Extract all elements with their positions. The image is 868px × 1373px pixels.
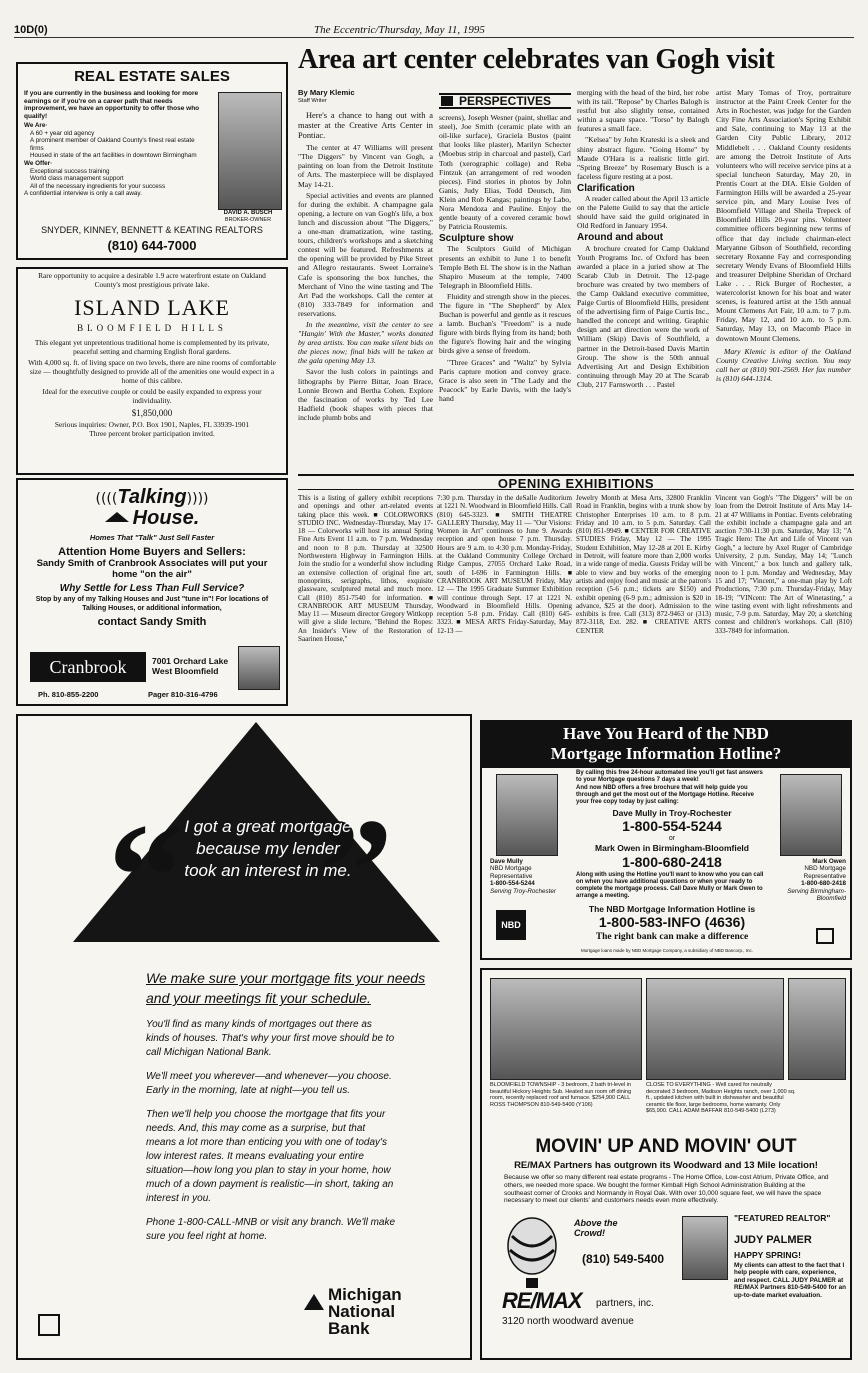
hot-air-balloon-icon bbox=[502, 1216, 562, 1296]
cranbrook-name: Cranbrook bbox=[49, 657, 127, 677]
newspaper-title: The Eccentric/Thursday, May 11, 1995 bbox=[314, 24, 485, 36]
article-paragraph: merging with the head of the bird, her robe with its tail. "Repose" by Charles Balogh is restful but also slightly tense, contained within a square space. "Torso" by Balogh features a small face. bbox=[577, 88, 709, 134]
ad-heading-1: We make sure your mortgage fits your needs bbox=[146, 970, 426, 986]
are-item: A prominent member of Oakland County's finest real estate firms bbox=[30, 137, 195, 152]
nbd-slogan: The right bank can make a difference bbox=[595, 932, 749, 942]
island-price: $1,850,000 bbox=[131, 408, 173, 419]
agent-photo bbox=[788, 978, 846, 1080]
nbd-along: Along with using the Hotline you'll want to know who you can call on when you have additional questions or when your ready to complete the mortgage process. Call Dave Mully or Mark Owen to arrange a meeting. bbox=[576, 872, 764, 899]
nbd-fine-print: Mortgage loans made by NBD Mortgage Company, a subsidiary of NBD Bancorp., Inc. bbox=[581, 948, 753, 953]
island-paragraph: With 4,000 sq. ft. of living space on two levels, there are nine rooms of comfortable size — thoughtfully designed to provide all of the amenities one would expect in a home of this calibre. bbox=[28, 358, 276, 385]
logo-talking: Talking bbox=[117, 486, 187, 508]
realtor-pitch: My clients can attest to the fact that I help people with care, experience, and respect. CALL JUDY PALMER at RE/MAX Partners 810-549-5400 for an up-to-date market evaluation. bbox=[734, 1262, 846, 1299]
dave-title: NBD Mortgage Representative bbox=[490, 865, 533, 880]
equal-housing-icon bbox=[816, 928, 834, 944]
ad-quote: I got a great mortgage because my lender took an interest in me. bbox=[184, 817, 352, 880]
ad-details bbox=[24, 122, 210, 198]
island-subtitle: BLOOMFIELD HILLS bbox=[77, 323, 227, 334]
or-label: or bbox=[668, 835, 676, 842]
listing-2-text: CLOSE TO EVERYTHING - Well cared for neutrally decorated 3 bedroom, Madison Heights ranch, over 1,000 sq. ft., updated kitchen with built in dishwasher and beautiful ceramic tile floor, large bedrooms, home warranty. Only $65,900. CALL ADAM BAFFAR 810-549-5400 (L273) bbox=[646, 1082, 796, 1115]
nbd-mortgage-ad bbox=[480, 720, 852, 960]
realtor-name: JUDY PALMER bbox=[734, 1234, 812, 1246]
talking-attention: Attention Home Buyers and Sellers: bbox=[58, 546, 246, 558]
remax-ad bbox=[480, 968, 852, 1360]
broker-photo bbox=[218, 92, 282, 210]
bank-name-line: Bank bbox=[328, 1319, 370, 1338]
remax-address: 3120 north woodward avenue bbox=[502, 1316, 634, 1327]
island-lake-ad bbox=[16, 267, 288, 475]
page-header bbox=[14, 22, 854, 38]
broker-name: DAVID A. BUSCH bbox=[223, 210, 273, 216]
offer-item: All of the necessary ingredients for your success bbox=[30, 182, 166, 190]
we-are-label: We Are· bbox=[24, 122, 48, 129]
talking-house-ad bbox=[16, 478, 288, 706]
dave-name: Dave Mully bbox=[490, 858, 523, 865]
talking-contact: contact Sandy Smith bbox=[97, 616, 207, 628]
bank-logo-mark bbox=[304, 1294, 324, 1310]
perspectives-label: PERSPECTIVES bbox=[459, 94, 552, 108]
listing-photo-1 bbox=[490, 978, 642, 1080]
ad-body bbox=[146, 1018, 396, 1244]
talking-why: Why Settle for Less Than Full Service? bbox=[59, 583, 245, 594]
cranbrook-pager: Pager 810-316-4796 bbox=[148, 690, 218, 699]
remax-headline: MOVIN' UP AND MOVIN' OUT bbox=[535, 1136, 797, 1157]
remax-partners: partners, inc. bbox=[596, 1298, 654, 1309]
article-paragraph: Savor the lush colors in paintings and lithographs by Pierre Bittar, Joan Brace, Lonnie Brown and Bertha Cohen. Explore the fascination of works by Ted Lee Hadfield (book shapes with pieces that include plumb bobs and bbox=[298, 367, 433, 422]
featured-label: "FEATURED REALTOR" bbox=[734, 1213, 831, 1223]
article-paragraph: Fluidity and strength show in the pieces. The figure in "The Shepherd" by Alex Buchan is powerful and gentle as it rescues a lamb. Buchan's "Freedom" is a nude figure with birds flying from its hand; both the figure's flowing hair and the winging birds give a sense of freedom. bbox=[439, 291, 571, 356]
perspectives-banner bbox=[439, 93, 571, 109]
ad-paragraph: You'll find as many kinds of mortgages out there as kinds of houses. That's why your first move should be to call Michigan National Bank. bbox=[146, 1019, 395, 1058]
nbd-title-line: Mortgage Information Hotline? bbox=[550, 744, 782, 763]
michigan-national-ad bbox=[16, 714, 472, 1360]
exhibitions-column: 7:30 p.m. Thursday in the deSalle Auditorium at 1221 N. Woodward in Bloomfield Hills. Call (810) 645-3323. ■ SMITH THEATRE GALLERY Thursday, May 11 — "Our Visions: Women in Art" continues to June 9. Awards reception and open house 7 p.m. Thursday. Hours are 9 a.m. to 4:30 p.m. Monday-Friday, at the Oakland Community College Orchard Ridge Campus, 27055 Orchard Lake Road, south of I-696 in Farmington Hills. ■ CRANBROOK ART MUSEUM Friday, May 12 — The 1995 Graduate Summer Exhibition will continue through Sept. 17 at 1221 N. Woodward in Bloomfield Hills. Opening reception 5-8 p.m. Friday. Call (810) 645-3323. ■ MESA ARTS Friday-Saturday, May 12-13 — bbox=[437, 494, 572, 635]
exhibitions-column: Jewelry Month at Mesa Arts, 32800 Franklin Road in Franklin, begins with a trunk show by Christopher Enterprises 10 a.m. to 8 p.m. Friday and 10 a.m. to 5 p.m. Saturday. Call (810) 851-9949. ■ CENTER FOR CREATIVE STUDIES Friday, May 12 — The 1995 Student Exhibition, May 12-28 at 201 E. Kirby in Detroit, will feature more than 2,000 works in a wide range of media. Guests Friday will be able to view and buy works of the emerging artists and enjoy food and music at the patron's reception (5-6 p.m.; tickets are $150) and exhibit opening (6-9 p.m.; admission is $20 in advance, $25 at the door). Admission to the exhibits is free. Call (313) 872-9463 or (313) 872-3118, Ext. 282. ■ CREATIVE ARTS CENTER bbox=[576, 494, 711, 635]
island-title: ISLAND LAKE bbox=[74, 295, 230, 321]
article-paragraph: "Kelsea" by John Krateski is a sleek and shiny abstract figure. "Going Home" by Maude O'Hara is a realistic little girl. "Spring Breeze" by Rosemary Busch is a faceless figure resting at a post. bbox=[577, 135, 709, 181]
talking-house-logo bbox=[18, 486, 286, 509]
are-item: A 60 + year old agency bbox=[30, 129, 95, 137]
happy-spring: HAPPY SPRING! bbox=[734, 1250, 801, 1260]
hotline-label: The NBD Mortgage Information Hotline is bbox=[588, 904, 756, 914]
article-paragraph: screens), Joseph Wesner (paint, shellac and steel), Joe Smith (ceramic plate with an oil-like surface), Graciela Bustos (paint that looks like plaster), Marilyn Schecter (Moebus strip in charcoal and pastel), Carl Toth (xerographic collage) and Reba Fintzuk (an arrangement of red wooden pieces). Find stories in photos by John Ganis, Judy Elias, Todd Deutsch, Jim Klein and Rob Kangas; paintings by Labo, Nora Mendoza and Pauline. Enjoy the gentle beauty of a covered ceramic bowl by Patricia Roustemis. bbox=[439, 113, 571, 232]
sculpture-heading: Sculpture show bbox=[439, 233, 514, 245]
we-offer-label: We Offer· bbox=[24, 159, 53, 167]
house-icon bbox=[105, 512, 129, 522]
are-item: Housed in state of the art facilities in downtown Birmingham bbox=[30, 152, 197, 160]
open-quote-mark: “ bbox=[108, 793, 183, 959]
mark-number: 1-800-680-2418 bbox=[801, 880, 846, 888]
firm-phone: (810) 644-7000 bbox=[107, 238, 197, 253]
article-paragraph: The center at 47 Williams will present "The Diggers" by Vincent van Gogh, a painting on loan from the Detroit Institute of Arts. The masterpiece will be displayed May 14-21. bbox=[298, 143, 433, 189]
dave-number: 1-800-554-5244 bbox=[490, 880, 535, 888]
cranbrook-logo bbox=[30, 652, 146, 682]
confidential-note: A confidential interview is only a call away. bbox=[24, 190, 142, 198]
nbd-logo bbox=[496, 910, 526, 940]
article-paragraph: "Three Graces" and "Waltz" by Sylvia Paris capture motion and convey grace. Grace is also seen in "The Lady and the Peacock" by Earle Davis, with the lady's hand bbox=[439, 357, 571, 403]
remax-body: Because we offer so many different real estate programs - The Home Office, Low-cost Atrium, Private Office, and others, we needed more space. We bought the former Kimball High School Administration Building at the southeast corner of Crooks and Normandy in Royal Oak. With over 10,000 square feet, we will have the space necessary to meet our clients' and customers needs even more effectively. bbox=[504, 1174, 829, 1205]
nbd-intro: By calling this free 24-hour automated line you'll get fast answers to your Mortgage questions 7 days a week! bbox=[576, 770, 763, 783]
mark-name: Mark Owen bbox=[812, 858, 846, 865]
real-estate-sales-ad bbox=[16, 62, 288, 260]
nbd-title-line: Have You Heard of the NBD bbox=[563, 724, 769, 743]
mark-phone: 1-800-680-2418 bbox=[622, 854, 722, 870]
dave-mully-photo bbox=[496, 774, 558, 856]
bank-name-line: Michigan bbox=[328, 1285, 402, 1304]
mark-area: Serving Birmingham-Bloomfield bbox=[787, 887, 846, 903]
mark-line: Mark Owen in Birmingham-Bloomfield bbox=[595, 843, 749, 853]
island-paragraph: Ideal for the executive couple or could be easily expanded to express your individuality. bbox=[42, 387, 262, 405]
article-paragraph: A reader called about the April 13 article on the Palette Guild to say that the article should have said the guild originated in Old Redford in January 1954. bbox=[577, 194, 709, 231]
ad-intro: If you are currently in the business and looking for more earnings or if you're on a career path that needs improvement, we have an opportunity to offer those who qualify! bbox=[24, 90, 200, 120]
cranbrook-address-2: West Bloomfield bbox=[152, 666, 219, 676]
ad-paragraph: Then we'll help you choose the mortgage that fits your needs. And, this may come as a surprise, but that means a lot more than enticing you with one of today's low interest rates. It means evaluating your entire situation—how long you plan to stay in your home, how much of a down payment is realistic—in short, taking an interest in you. bbox=[146, 1109, 394, 1204]
article-column-1 bbox=[298, 88, 433, 478]
dave-line: Dave Mully in Troy-Rochester bbox=[612, 808, 732, 818]
bank-name bbox=[328, 1286, 402, 1337]
exhibitions-column: This is a listing of gallery exhibit receptions and openings and other art-related events taking place this week. ■ COLORWORKS STUDIO INC. Wednesday-Thursday, May 17-18 — Colorworks will host its annual Spring Fine Arts Event 11 a.m. to 7 p.m. Wednesday and noon to 8 p.m. Thursday at 32500 Northwestern Highway in Farmington Hills. Join the studio for a wonderful show including an extensive collection of original fine art, monoprints, serigraphs, lithos, exquisite glassware, sculptured metal and much more. Call (810) 851-7540 for information. ■ CRANBROOK ART MUSEUM Thursday, May 11 — Museum director Gregory Wittkopp will give a slide lecture, "Behind the Ropes: An Insider's View of the Restoration of Saarinen House," bbox=[298, 494, 433, 644]
island-intro: Rare opportunity to acquire a desirable 1.9 acre waterfront estate on Oakland County's most prestigious private lake. bbox=[38, 271, 266, 289]
article-column-3 bbox=[577, 88, 709, 478]
ad-title: REAL ESTATE SALES bbox=[74, 68, 230, 85]
article-column-2 bbox=[439, 93, 571, 478]
nbd-intro-2: And now NBD offers a free brochure that will help guide you through and get the most out of the Mortgage Hotline. Receive your free copy today by just calling: bbox=[576, 785, 755, 805]
bank-name-line: National bbox=[328, 1302, 396, 1321]
dave-area: Serving Troy-Rochester bbox=[490, 887, 557, 895]
remax-brand: RE/MAX bbox=[502, 1288, 582, 1313]
firm-name: SNYDER, KINNEY, BENNETT & KEATING REALTORS bbox=[41, 225, 263, 235]
article-paragraph: In the meantime, visit the center to see "Hangin' With the Master," works donated by area artists. You can make silent bids on the pieces now; final bids will be taken at the gala opening May 13. bbox=[298, 319, 433, 366]
offer-item: World class management support bbox=[30, 175, 124, 183]
sandy-smith-photo bbox=[238, 646, 280, 690]
remax-subhead: RE/MAX Partners has outgrown its Woodward and 13 Mile location! bbox=[514, 1160, 818, 1171]
article-headline: Area art center celebrates van Gogh visit bbox=[298, 44, 775, 75]
judy-palmer-photo bbox=[682, 1216, 728, 1280]
cranbrook-address-1: 7001 Orchard Lake bbox=[152, 656, 229, 666]
broker-title: BROKER-OWNER bbox=[224, 217, 272, 223]
hotline-number: 1-800-583-INFO (4636) bbox=[598, 914, 746, 930]
logo-house-row bbox=[18, 507, 286, 530]
talking-tagline: Homes That "Talk" Just Sell Faster bbox=[89, 533, 215, 542]
ad-heading-2: and your meetings fit your schedule. bbox=[146, 990, 371, 1006]
island-paragraph: This elegant yet unpretentious traditional home is complemented by its private, peaceful setting and charming English floral gardens. bbox=[34, 338, 270, 356]
close-quote-mark: ” bbox=[318, 788, 393, 954]
editor-note: Mary Klemic is editor of the Oakland County Creative Living section. You may call her at (810) 901-2569. Her fax number is (810) 644-1314. bbox=[716, 346, 851, 383]
mark-title: NBD Mortgage Representative bbox=[803, 865, 846, 880]
article-paragraph: Here's a chance to hang out with a master at the Creative Arts Center in Pontiac. bbox=[298, 111, 433, 141]
ad-paragraph: We'll meet you wherever—and whenever—you choose. Early in the morning, late at night—you tell us. bbox=[146, 1071, 392, 1096]
cranbrook-phone: Ph. 810-855-2200 bbox=[38, 690, 99, 699]
mark-owen-photo bbox=[780, 774, 842, 856]
island-contact: Serious inquiries: Owner, P.O. Box 1901, Naples, FL 33939-1901 bbox=[54, 420, 250, 430]
logo-house: House. bbox=[132, 507, 200, 529]
equal-housing-icon bbox=[38, 1314, 60, 1336]
byline: By Mary Klemic bbox=[298, 88, 355, 97]
talking-sandy: Sandy Smith of Cranbrook Associates will put your home "on the air" bbox=[36, 558, 268, 580]
article-paragraph: artist Mary Tomas of Troy, portraiture instructor at the Paint Creek Center for the Arts in Rochester, was judge for the Garden City Fine Arts Association's Spring Exhibit and Sale, continuing to May 13 at the Garden City Public Library, 2012 Middlebelt . . . Oakland County residents are among the Detroit Institute of Arts volunteers who will receive service pins at a special luncheon Saturday, May 20, in Prentis Court at the DIA. Elsie Golden of Farmington Hills will be awarded a 25-year service pin, and Mary Louise Ives of Bloomfield Village and Sheila Trepeck of Bloomfield Hills 20-year pins. Volunteer committee officers beginning new terms of office that day include chairman-elect Maryanne Gibson of Southfield, recording secretary Roxanne Fay and corresponding secretary Wendy Evans of Bloomfield Hills and treasurer Delphine Sheridan of Orchard Lake . . . Rick Burger of Rochester, a watercolorist known for his boat and water scenes, is featured artist at the 15th annual Mount Clemens Art Fair, 10 a.m. to 7 p.m. Friday, May 12, and 10 a.m. to 5 p.m. Saturday, May 13, on Macomb Place in downtown Mount Clemens. bbox=[716, 88, 851, 343]
nbd-title-banner bbox=[482, 722, 850, 768]
listing-photo-2 bbox=[646, 978, 784, 1080]
exhibitions-column: Vincent van Gogh's "The Diggers" will be on loan from the Detroit Institute of Arts May 14-21 at 47 Williams in Pontiac. Events celebrating the exhibit include a champagne gala and art auction 7:30-11:30 p.m. Saturday, May 13; "A Tragic Hero: The Art and Life of Vincent van Gogh," a lecture by Axel Ruger of Cambridge University, 2 p.m. Sunday, May 14; "Lunch with Vincent," a box lunch and gallery talk, noon to 1 p.m. Monday and Wednesday, May 15 and 17; "Vincent," a one-man play by Loft Productions, 7:30 p.m. Thursday-Friday, May 18-19; "VINcent: The Art of Winetasting," a wine tasting event with light refreshments and music, 7-9 p.m. Saturday, May 20; a sketching contest and children's workshops. Call (810) 333-7849 for information. bbox=[715, 494, 852, 635]
dave-card bbox=[490, 858, 570, 895]
sound-wave-icon: (((( bbox=[95, 491, 118, 507]
talking-stop: Stop by any of my Talking Houses and Just "tune in"! For locations of Talking Houses, or additional information, bbox=[35, 596, 269, 612]
balloon-slogan: Above the Crowd! bbox=[574, 1218, 618, 1238]
island-broker-note: Three percent broker participation invited. bbox=[89, 428, 215, 438]
article-paragraph: A brochure created for Camp Oakland Youth Programs Inc. of Oxford has been awarded a place in a juried show at The Scarab Club in Detroit. The 12-page brochure was created by two members of the Camp Oakland executive committee, Paige Curtis of Bloomfield Hills, president of the advertising firm of Paige Curtis Inc., handled the concept and writing. Graphic design and art direction were the work of William (Skip) Davis of Southfield, a partner in the Detroit-based Davis Martin Group. The show is the 50th annual Advertising Art and Design Exhibition continuing through May 20 at The Scarab Club, 217 Farnsworth . . . Pastel bbox=[577, 243, 709, 389]
clarification-heading: Clarification bbox=[577, 182, 635, 194]
exhibitions-title: OPENING EXHIBITIONS bbox=[298, 474, 854, 490]
remax-phone: (810) 549-5400 bbox=[582, 1252, 665, 1266]
offer-item: Exceptional success training bbox=[30, 167, 110, 175]
listing-1-text: BLOOMFIELD TOWNSHIP - 3 bedroom, 2 bath tri-level in beautiful Hickory Heights Sub. Heated sun room off dining room, recently replaced roof and furnace. $254,900 CALL ROSS THOMPSON 810-549-5400 (Y106) bbox=[490, 1082, 632, 1108]
sound-wave-icon: )))) bbox=[186, 491, 209, 507]
page-number: 10D(0) bbox=[14, 24, 48, 36]
article-paragraph: Special activities and events are planned for during the exhibit. A champagne gala opening, a lecture on van Gogh's life, a box lunch and discussion about "The Diggers," a one-man dramatization, wine tasting, tours, children's workshops and a sketching contest will be featured. Refreshments at the opening will be provided by Pike Street and Allegro restaurants. Sweet Lorraine's Cafe is sponsoring the box lunches, the Merchant of Vino the wine tasting and The Art Pad the workshops. Call the center at (810) 333-7849 for information and reservations. bbox=[298, 190, 433, 318]
dave-phone: 1-800-554-5244 bbox=[622, 818, 722, 834]
around-heading: Around and about bbox=[577, 232, 664, 244]
ad-paragraph: Phone 1-800-CALL-MNB or visit any branch. We'll make sure you feel right at home. bbox=[146, 1217, 396, 1242]
mark-card bbox=[766, 858, 846, 902]
perspectives-icon bbox=[441, 96, 453, 106]
article-column-4 bbox=[716, 88, 851, 478]
byline-staff: Staff Writer bbox=[298, 98, 327, 105]
nbd-logo-text: NBD bbox=[501, 920, 521, 930]
article-paragraph: The Sculptors Guild of Michigan presents an exhibit to June 1 to benefit Temple Beth El. The show is in the Nathan Shapiro Museum at the temple, 7400 Telegraph in Bloomfield Hills. bbox=[439, 244, 571, 290]
